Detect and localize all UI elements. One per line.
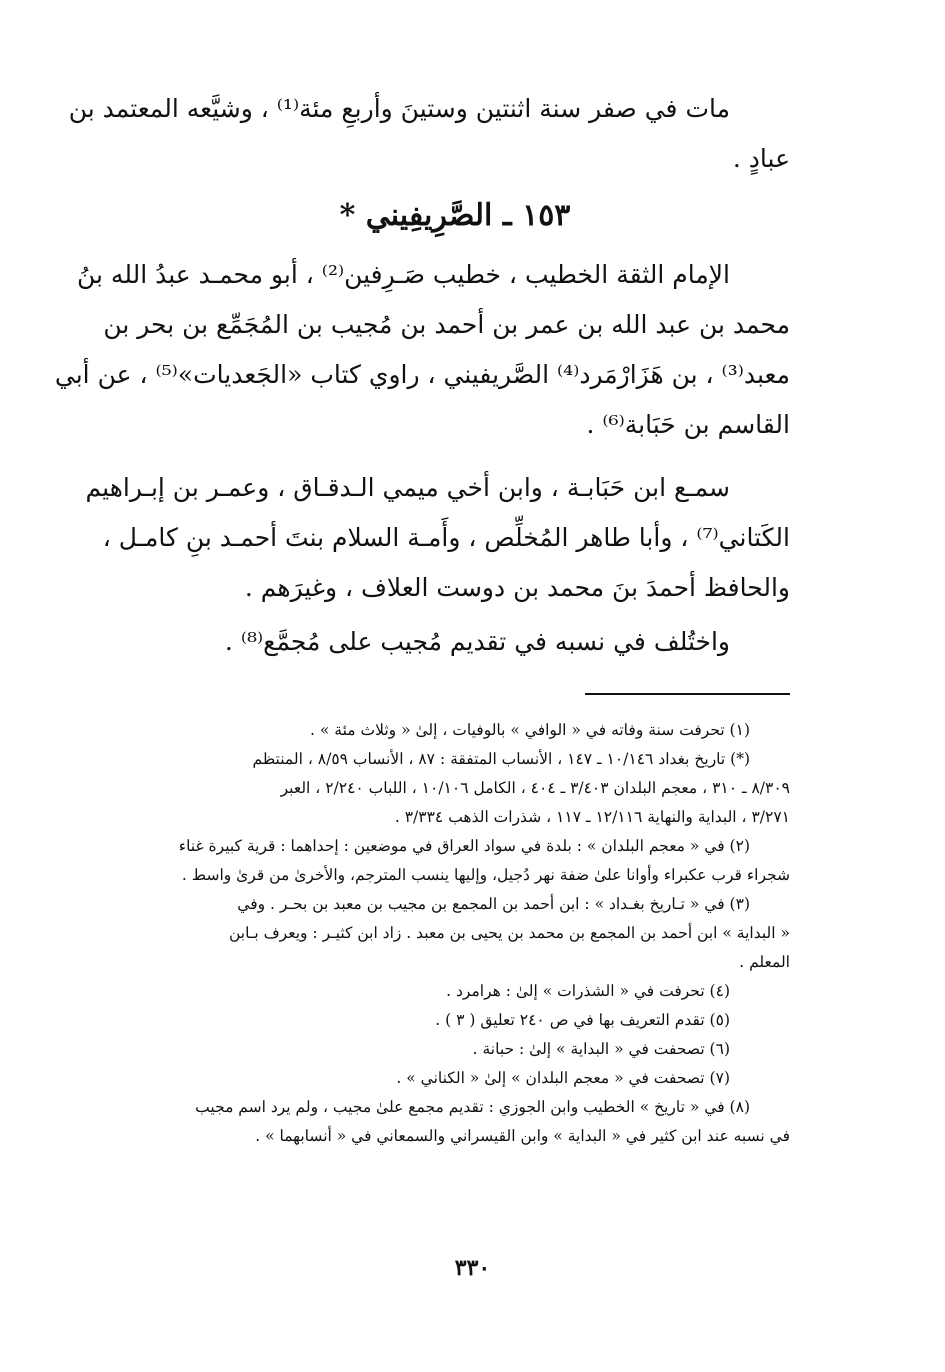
text-line: معبد⁽³⁾ ، بن هَزَارْمَرد⁽⁴⁾ الصَّريفيني ، راوي كتاب «الجَعديات»⁽⁵⁾ ، عن أبي [54,360,790,389]
footnote-line: (٥) تقدم التعريف بها في ص ٢٤٠ تعليق ( ٣ ) . [435,1011,730,1029]
text-line: محمد بن عبد الله بن عمر بن أحمد بن مُجيب بن المُجَمِّع بن بحر بن [103,310,790,339]
text-line: الإمام الثقة الخطيب ، خطيب صَـرِفين⁽²⁾ ، أبو محمـد عبدُ الله بنُ [76,260,730,289]
text-line: سمـع ابن حَبَابـة ، وابن أخي ميمي الـدقـاق ، وعمـر بن إبـراهيم [85,473,730,502]
text-line: مات في صفر سنة اثنتين وستينَ وأربعِ مئة⁽¹⁾ ، وشيَّعه المعتمد بن [68,94,730,123]
footnote-line: (٢) في « معجم البلدان » : بلدة في سواد العراق في موضعين : إحداهما : قرية كبيرة غناء [178,837,750,855]
footnote-line: (*) تاريخ بغداد ١٠/١٤٦ ـ ١٤٧ ، الأنساب المتفقة : ٨٧ ، الأنساب ٨/٥٩ ، المنتظم [252,750,750,768]
footnote-line: (٨) في « تاريخ » الخطيب وابن الجوزي : تقديم مجمع علىٰ مجيب ، ولم يرد اسم مجيب [195,1098,750,1116]
intro-paragraph [68,84,790,184]
teachers-paragraph [85,463,790,613]
text-line: واختُلف في نسبه في تقديم مُجيب على مُجمَّع⁽⁸⁾ . [224,627,730,656]
footnote-line: (٤) تحرفت في « الشذرات » إلىٰ : هرامرد . [446,982,730,1000]
footnote-line: (٧) تصحفت في « معجم البلدان » إلىٰ « الكناني » . [396,1069,730,1087]
footnote-line: ٨/٣٠٩ ـ ٣١٠ ، معجم البلدان ٣/٤٠٣ ـ ٤٠٤ ، الكامل ١٠/١٠٦ ، اللباب ٢/٢٤٠ ، العبر [280,779,790,797]
footnotes [120,716,790,1151]
footnote-line: في نسبه عند ابن كثير في « البداية » وابن القيسراني والسمعاني في « أنسابهما » . [255,1127,790,1145]
footnote-line: ٣/٢٧١ ، البداية والنهاية ١٢/١١٦ ـ ١١٧ ، شذرات الذهب ٣/٣٣٤ . [394,808,790,826]
lineage-note-paragraph [120,617,790,667]
biography-paragraph [54,250,790,450]
footnote-line: (١) تحرفت سنة وفاته في « الوافي » بالوفيات ، إلىٰ « وثلاث مئة » . [310,721,750,739]
footnote-line: « البداية » ابن أحمد بن المجمع بن محمد بن يحيى بن معبد . زاد ابن كثيـر : ويعرف بـابن [228,924,790,942]
footnote-line: المعلم . [739,953,790,971]
footnote-line: (٣) في « تـاريخ بغـداد » : ابن أحمد بن المجمع بن مجيب بن معبد بن بحـر . وفي [237,895,750,913]
text-line: عبادٍ . [732,144,790,173]
text-line: والحافظ أحمدَ بنَ محمد بن دوست العلاف ، وغيرَهم . [244,573,790,602]
page-number: ٣٣٠ [454,1255,491,1281]
text-line: القاسم بن حَبَابة⁽⁶⁾ . [586,410,790,439]
footnote-separator [585,693,790,695]
entry-heading: ١٥٣ ـ الصَّرِيفِيني * [339,198,571,233]
footnote-line: (٦) تصحفت في « البداية » إلىٰ : حبانة . [472,1040,730,1058]
text-line: الكَتاني⁽⁷⁾ ، وأبا طاهر المُخلِّص ، وأَمـة السلام بنتَ أحمـد بنِ كامـل ، [102,523,790,552]
footnote-line: شجراء قرب عكبراء وأوانا علىٰ ضفة نهر دُجيل، وإليها ينسب المترجم، والأخرىٰ من قرىٰ واسط . [181,866,790,884]
